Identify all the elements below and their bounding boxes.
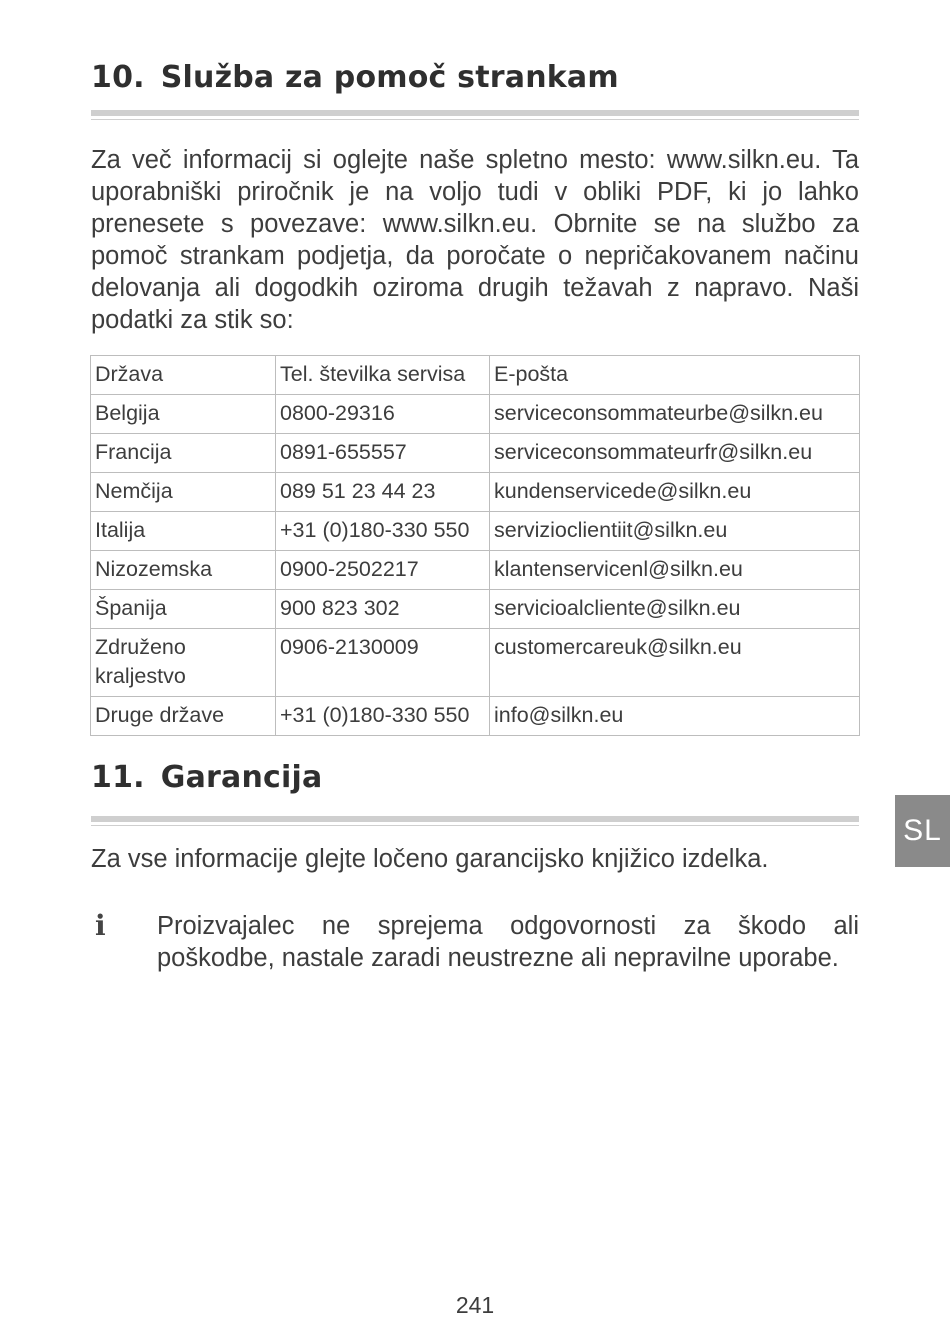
language-tab: SL	[895, 795, 950, 867]
table-cell: info@silkn.eu	[490, 697, 860, 736]
table-row	[91, 551, 860, 590]
table-cell: Nizozemska	[91, 551, 276, 590]
info-icon: i	[95, 909, 106, 942]
table-cell: 900 823 302	[276, 590, 490, 629]
table-cell: Nemčija	[91, 473, 276, 512]
table-row	[91, 434, 860, 473]
table-cell: Španija	[91, 590, 276, 629]
table-cell: Italija	[91, 512, 276, 551]
table-header-cell: Tel. številka servisa	[276, 356, 490, 395]
table-cell: 0900-2502217	[276, 551, 490, 590]
section-10-title: Služba za pomoč strankam	[160, 60, 619, 95]
table-header-row	[91, 356, 860, 395]
table-cell: +31 (0)180-330 550	[276, 512, 490, 551]
table-row	[91, 512, 860, 551]
table-cell: servicioalcliente@silkn.eu	[490, 590, 860, 629]
table-cell: 0891-655557	[276, 434, 490, 473]
section-10-paragraph: Za več informacij si oglejte naše spletno mesto: www.silkn.eu. Ta uporabniški priročnik je na voljo tudi v obliki PDF, ki jo lahko prenesete s povezave: www.silkn.eu. Obrnite se na službo za pomoč strankam podjetja, da poročate o nepričakovanem načinu delovanja ali dogodkih oziroma drugih težavah z napravo. Naši podatki za stik so:	[91, 146, 859, 334]
table-header-cell: E-pošta	[490, 356, 860, 395]
table-row	[91, 697, 860, 736]
table-cell: 0800-29316	[276, 395, 490, 434]
section-11-number: 11.	[91, 760, 145, 795]
page-number: 241	[455, 1292, 495, 1318]
section-10-body	[91, 144, 859, 336]
table-cell: +31 (0)180-330 550	[276, 697, 490, 736]
table-row	[91, 473, 860, 512]
section-10-heading	[91, 60, 859, 95]
table-cell: Francija	[91, 434, 276, 473]
table-cell: Belgija	[91, 395, 276, 434]
section-11-rule	[91, 816, 859, 822]
section-11-paragraph: Za vse informacije glejte ločeno garancijsko knjižico izdelka.	[91, 845, 769, 873]
table-row	[91, 395, 860, 434]
section-10	[91, 60, 859, 95]
table-row	[91, 590, 860, 629]
info-note	[91, 910, 859, 974]
table-cell: servizioclientiit@silkn.eu	[490, 512, 860, 551]
info-note-text: Proizvajalec ne sprejema odgovornosti za škodo ali poškodbe, nastale zaradi neustrezne ali nepravilne uporabe.	[157, 912, 859, 972]
table-row	[91, 629, 860, 697]
section-10-number: 10.	[91, 60, 145, 95]
table-header-cell: Država	[91, 356, 276, 395]
section-11-heading	[91, 760, 859, 795]
section-11-body	[91, 843, 859, 875]
table-cell: 089 51 23 44 23	[276, 473, 490, 512]
table-cell: customercareuk@silkn.eu	[490, 629, 860, 697]
contacts-table	[90, 355, 860, 736]
table-cell: serviceconsommateurfr@silkn.eu	[490, 434, 860, 473]
table-cell: Druge države	[91, 697, 276, 736]
section-10-rule	[91, 110, 859, 116]
table-cell: 0906-2130009	[276, 629, 490, 697]
section-11-title: Garancija	[160, 760, 323, 795]
section-11	[91, 760, 859, 795]
table-cell: serviceconsommateurbe@silkn.eu	[490, 395, 860, 434]
table-cell: kundenservicede@silkn.eu	[490, 473, 860, 512]
table-cell: klantenservicenl@silkn.eu	[490, 551, 860, 590]
table-cell: Združeno kraljestvo	[91, 629, 276, 697]
